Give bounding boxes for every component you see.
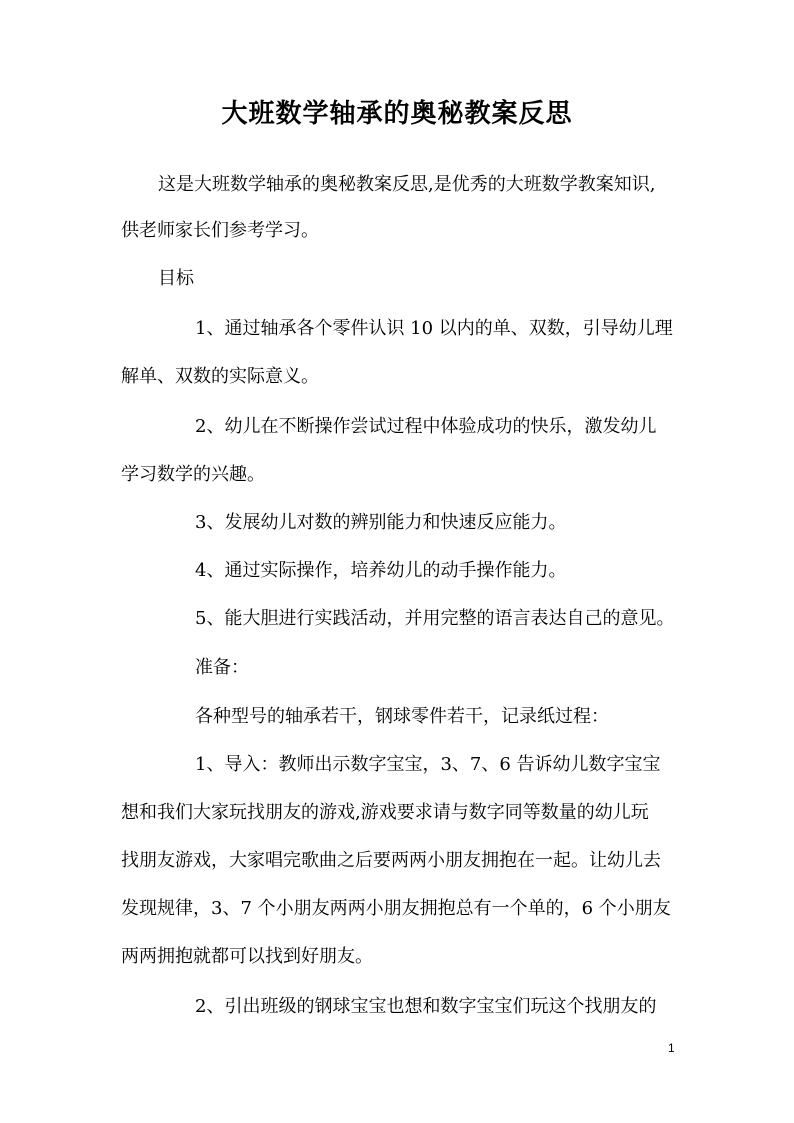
paragraph-line: 4、通过实际操作，培养幼儿的动手操作能力。 xyxy=(195,560,567,581)
paragraph-line: 想和我们大家玩找朋友的游戏,游戏要求请与数字同等数量的幼儿玩 xyxy=(121,802,649,823)
document-title: 大班数学轴承的奥秘教案反思 xyxy=(221,99,573,129)
paragraph-line: 发现规律，3、7 个小朋友两两小朋友拥抱总有一个单的，6 个小朋友 xyxy=(121,898,671,919)
paragraph-line: 1、导入：教师出示数字宝宝，3、7、6 告诉幼儿数字宝宝 xyxy=(195,754,661,775)
section-heading-goals: 目标 xyxy=(158,268,194,289)
paragraph-line: 2、幼儿在不断操作尝试过程中体验成功的快乐，激发幼儿 xyxy=(195,416,657,437)
section-heading-preparation: 准备： xyxy=(195,657,249,678)
paragraph-line: 解单、双数的实际意义。 xyxy=(121,366,319,387)
paragraph-line: 两两拥抱就都可以找到好朋友。 xyxy=(121,946,373,967)
paragraph-line: 这是大班数学轴承的奥秘教案反思,是优秀的大班数学教案知识, xyxy=(158,174,656,195)
paragraph-line: 找朋友游戏，大家唱完歌曲之后要两两小朋友拥抱在一起。让幼儿去 xyxy=(121,850,661,871)
paragraph-line: 供老师家长们参考学习。 xyxy=(121,220,319,241)
paragraph-line: 学习数学的兴趣。 xyxy=(121,464,265,485)
paragraph-line: 3、发展幼儿对数的辨别能力和快速反应能力。 xyxy=(195,512,567,533)
paragraph-line: 5、能大胆进行实践活动，并用完整的语言表达自己的意见。 xyxy=(195,608,675,629)
page-number: 1 xyxy=(668,1041,675,1055)
paragraph-line: 2、引出班级的钢球宝宝也想和数字宝宝们玩这个找朋友的 xyxy=(195,996,657,1017)
paragraph-line: 1、通过轴承各个零件认识 10 以内的单、双数，引导幼儿理 xyxy=(195,318,673,339)
paragraph-line: 各种型号的轴承若干，钢球零件若干，记录纸过程： xyxy=(195,706,609,727)
